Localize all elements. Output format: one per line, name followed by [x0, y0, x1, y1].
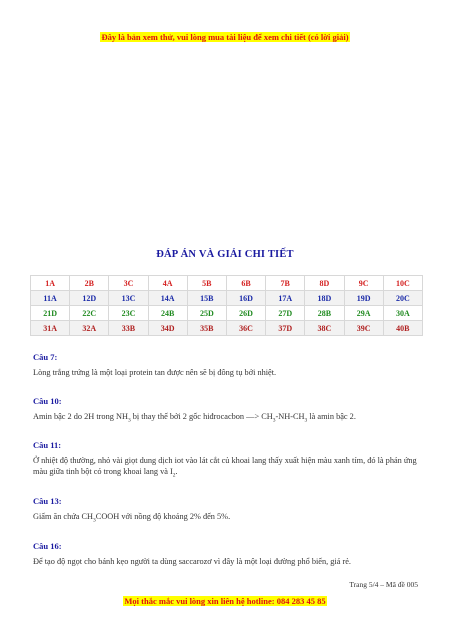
answer-cell: 10C [383, 276, 422, 291]
answer-cell: 17A [266, 291, 305, 306]
question-head: Câu 16: [33, 541, 62, 551]
answer-cell: 8D [305, 276, 344, 291]
question-16 [33, 541, 423, 567]
answer-cell: 1A [31, 276, 70, 291]
question-11 [33, 440, 423, 482]
question-7 [33, 352, 423, 378]
answer-cell: 7B [266, 276, 305, 291]
answer-row [31, 306, 423, 321]
answer-cell: 32A [70, 321, 109, 336]
answer-cell: 34D [148, 321, 187, 336]
answer-row [31, 291, 423, 306]
answer-cell: 20C [383, 291, 422, 306]
answer-cell: 4A [148, 276, 187, 291]
question-text: Để tạo độ ngọt cho bánh kẹo người ta dùng saccarozơ vì đây là một loại đường phổ biến, giá rẻ. [33, 557, 351, 566]
answer-cell: 31A [31, 321, 70, 336]
answer-cell: 40B [383, 321, 422, 336]
answer-cell: 33B [109, 321, 148, 336]
hotline-notice [0, 591, 450, 609]
answer-cell: 21D [31, 306, 70, 321]
answer-cell: 14A [148, 291, 187, 306]
question-head: Câu 13: [33, 496, 62, 506]
question-10 [33, 396, 423, 427]
answer-cell: 37D [266, 321, 305, 336]
question-head: Câu 11: [33, 440, 62, 450]
answer-cell: 15B [187, 291, 226, 306]
answer-cell: 30A [383, 306, 422, 321]
question-head: Câu 7: [33, 352, 58, 362]
question-text: Amin bậc 2 do 2H trong $NH_3$ bị thay thế bởi 2 gốc hiđrocacbon —> $CH_3-NH-CH_3$ là amin bậc 2. [33, 412, 356, 424]
answer-cell: 9C [344, 276, 383, 291]
hotline-text: Mọi thắc mắc vui lòng xin liên hệ hotline: 084 283 45 85 [124, 596, 326, 606]
answer-cell: 12D [70, 291, 109, 306]
question-text: Lòng trắng trứng là một loại protein tan được nên sẽ bị đông tụ bởi nhiệt. [33, 368, 277, 377]
answer-cell: 18D [305, 291, 344, 306]
answer-cell: 23C [109, 306, 148, 321]
answer-cell: 22C [70, 306, 109, 321]
answer-row [31, 276, 423, 291]
answer-cell: 5B [187, 276, 226, 291]
answer-row [31, 321, 423, 336]
answer-cell: 16D [226, 291, 265, 306]
answer-cell: 27D [266, 306, 305, 321]
question-text: Ở nhiệt độ thường, nhỏ vài giọt dung dịch iot vào lát cắt củ khoai lang thấy xuất hiện màu xanh tím, đó là phản ứng màu giữa tinh bột có trong khoai lang và $I_2$. [33, 456, 417, 479]
answer-cell: 39C [344, 321, 383, 336]
answer-cell: 35B [187, 321, 226, 336]
answer-cell: 19D [344, 291, 383, 306]
answer-cell: 2B [70, 276, 109, 291]
answer-cell: 38C [305, 321, 344, 336]
answer-cell: 6B [226, 276, 265, 291]
answer-cell: 24B [148, 306, 187, 321]
question-13 [33, 496, 423, 527]
answer-table [30, 275, 423, 336]
question-text: Giấm ăn chứa $CH_3COOH$ với nồng độ khoảng 2% đến 5%. [33, 512, 231, 524]
answer-cell: 11A [31, 291, 70, 306]
answer-cell: 3C [109, 276, 148, 291]
answer-cell: 28B [305, 306, 344, 321]
preview-notice [0, 27, 450, 45]
answer-cell: 25D [187, 306, 226, 321]
answer-cell: 26D [226, 306, 265, 321]
answer-cell: 13C [109, 291, 148, 306]
preview-notice-text: Đây là bản xem thử, vui lòng mua tài liệu để xem chi tiết (có lời giải) [101, 32, 349, 42]
answer-cell: 36C [226, 321, 265, 336]
answer-cell: 29A [344, 306, 383, 321]
page-number: Trang 5/4 – Mã đề 005 [349, 580, 418, 589]
page-title: ĐÁP ÁN VÀ GIẢI CHI TIẾT [156, 249, 294, 260]
question-head: Câu 10: [33, 396, 62, 406]
